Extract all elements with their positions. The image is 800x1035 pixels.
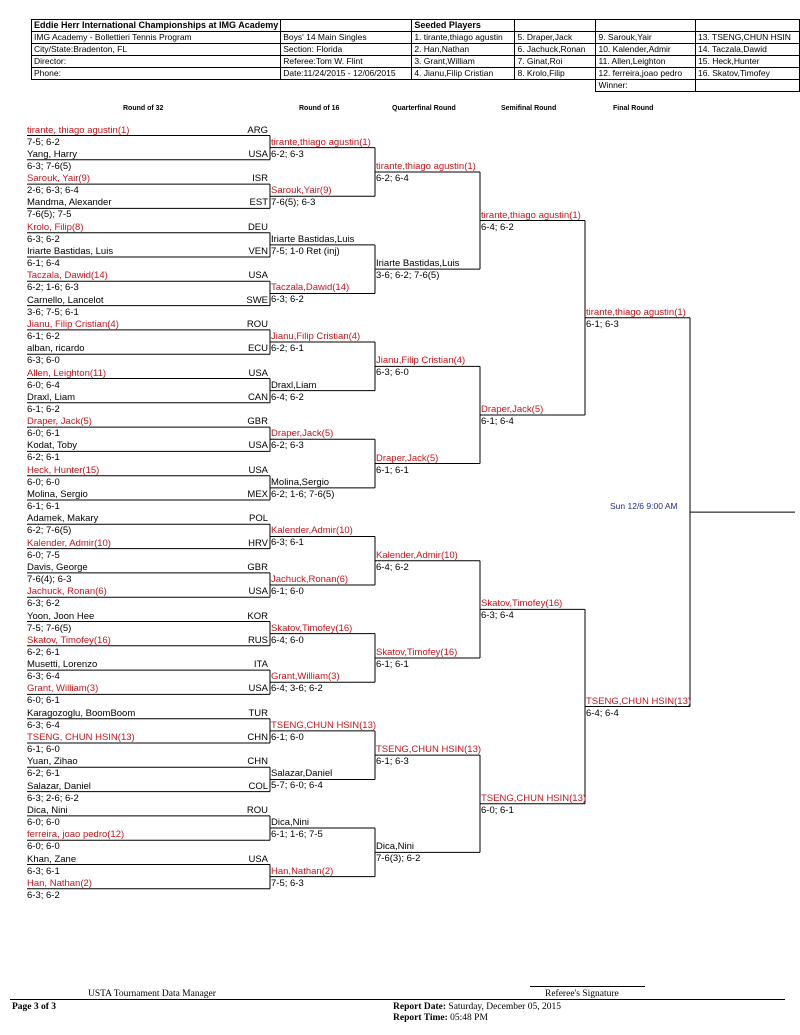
- r16-player-name: Skatov,Timofey(16): [271, 622, 353, 634]
- header-cell: 6. Jachuck,Ronan: [515, 44, 596, 56]
- header-cell: Eddie Herr International Championships at IMG Academy: [32, 20, 281, 32]
- r32-player-score: 6-3; 6-1: [27, 865, 60, 877]
- sf-player-name: TSENG,CHUN HSIN(13): [481, 792, 587, 804]
- r16-player-name: Han,Nathan(2): [271, 865, 334, 877]
- r32-player-name: Iriarte Bastidas, Luis: [27, 246, 114, 257]
- header-cell: 5. Draper,Jack: [515, 32, 596, 44]
- final-schedule-time: Sun 12/6 9:00 AM: [610, 501, 678, 511]
- r32-player-country: CHN: [247, 732, 268, 743]
- r16-player-name: tirante,thiago agustin(1): [271, 136, 371, 148]
- r32-player-score: 6-3; 7-6(5): [27, 160, 72, 172]
- r32-player-score: 6-2; 1-6; 6-3: [27, 282, 79, 294]
- r32-player-country: COL: [248, 780, 268, 792]
- r32-player-country: USA: [248, 148, 268, 160]
- qf-player-name: tirante,thiago agustin(1): [376, 160, 476, 172]
- r32-player-score: 6-3; 2-6; 6-2: [27, 792, 79, 804]
- r32-player-country: ISR: [252, 173, 268, 185]
- r16-player-score: 6-2; 6-3: [271, 148, 304, 160]
- header-cell: Winner:: [596, 80, 696, 92]
- qf-player-name: Draper,Jack(5): [376, 452, 439, 464]
- r32-player-score: 6-3; 6-4: [27, 671, 60, 683]
- r32-player-score: 6-3; 6-2: [27, 598, 60, 610]
- r32-player-name: Taczala, Dawid(14): [27, 270, 108, 282]
- r32-player-name: Yoon, Joon Hee: [27, 610, 95, 622]
- r16-player-score: 6-1; 6-0: [271, 731, 304, 743]
- r16-player-score: 6-1; 6-0: [271, 586, 304, 598]
- footer-signature-label: Referee's Signature: [545, 989, 619, 999]
- r16-player-score: 6-4; 6-0: [271, 634, 304, 646]
- r32-player-score: 6-0; 6-0: [27, 476, 60, 488]
- final-player-name: TSENG,CHUN HSIN(13): [586, 695, 692, 707]
- r32-player-name: Yuan, Zihao: [27, 756, 78, 768]
- r32-player-country: TUR: [248, 707, 268, 719]
- r32-player-score: 7-6(5); 7-5: [27, 209, 72, 221]
- r32-player-score: 6-3; 6-2: [27, 889, 60, 901]
- r16-player-score: 6-2; 6-3: [271, 440, 304, 452]
- r32-player-score: 6-2; 6-1: [27, 768, 60, 780]
- header-cell: 9. Sarouk,Yair: [596, 32, 696, 44]
- r16-player-name: Molina,Sergio: [271, 476, 330, 488]
- r16-player-name: Grant,William(3): [271, 671, 340, 683]
- r32-player-score: 6-1; 6-1: [27, 501, 60, 512]
- r32-player-country: MEX: [247, 489, 268, 500]
- r32-player-name: Grant, William(3): [27, 683, 99, 695]
- round-header-r32: Round of 32: [123, 105, 164, 112]
- r32-player-country: ROU: [246, 804, 268, 816]
- r16-player-score: 6-3; 6-2: [271, 294, 304, 306]
- r16-player-score: 7-5; 1-0 Ret (inj): [271, 245, 340, 257]
- r16-player-score: 6-4; 3-6; 6-2: [271, 683, 323, 695]
- r32-player-country: USA: [248, 367, 268, 379]
- r16-player-name: Salazar,Daniel: [271, 768, 333, 780]
- r32-player-score: 6-2; 7-6(5): [27, 525, 72, 537]
- sf-player-score: 6-4; 6-2: [481, 221, 514, 233]
- r32-player-country: SWE: [246, 294, 268, 306]
- r32-player-name: Yang, Harry: [27, 148, 77, 160]
- header-cell: Director:: [32, 56, 281, 68]
- header-cell: 3. Grant,William: [412, 56, 515, 68]
- r16-player-name: Jianu,Filip Cristian(4): [271, 331, 361, 343]
- r16-player-score: 6-3; 6-1: [271, 537, 304, 549]
- r32-player-name: alban, ricardo: [27, 343, 85, 355]
- qf-player-score: 6-1; 6-1: [376, 464, 409, 476]
- r32-player-country: USA: [248, 586, 268, 598]
- qf-player-score: 6-4; 6-2: [376, 561, 409, 573]
- r16-player-name: TSENG,CHUN HSIN(13): [271, 719, 377, 731]
- r32-player-country: HRV: [248, 537, 268, 549]
- qf-player-name: Skatov,Timofey(16): [376, 646, 458, 658]
- r32-player-name: ferreira, joao pedro(12): [27, 829, 125, 841]
- r16-player-score: 5-7; 6-0; 6-4: [271, 780, 323, 792]
- r32-player-name: Musetti, Lorenzo: [27, 659, 98, 671]
- r32-player-name: Mandma, Alexander: [27, 197, 112, 209]
- header-cell: 10. Kalender,Admir: [596, 44, 696, 56]
- footer-report-date: Report Date: Saturday, December 05, 2015: [393, 1002, 561, 1012]
- footer-rule: [10, 999, 785, 1000]
- footer-report-time: Report Time: 05:48 PM: [393, 1013, 488, 1023]
- qf-player-score: 6-3; 6-0: [376, 367, 409, 379]
- r32-player-score: 7-5; 7-6(5): [27, 622, 72, 634]
- r32-player-name: Allen, Leighton(11): [27, 367, 107, 379]
- qf-player-name: Dica,Nini: [376, 841, 415, 853]
- r32-player-name: Salazar, Daniel: [27, 780, 91, 792]
- r32-player-name: Jianu, Filip Cristian(4): [27, 318, 119, 330]
- r16-player-name: Sarouk,Yair(9): [271, 185, 332, 197]
- header-cell: 1. tirante,thiago agustin: [412, 32, 515, 44]
- r32-player-score: 6-0; 7-5: [27, 549, 60, 561]
- header-cell: Seeded Players: [412, 20, 515, 32]
- r32-player-country: ITA: [253, 659, 268, 671]
- header-cell: Referee:Tom W. Flint: [281, 56, 412, 68]
- round-header-final: Final Round: [613, 105, 654, 112]
- r32-player-country: ECU: [247, 343, 268, 355]
- header-cell: 8. Krolo,Filip: [515, 68, 596, 80]
- header-cell: Date:11/24/2015 - 12/06/2015: [281, 68, 412, 80]
- r16-player-name: Dica,Nini: [271, 817, 310, 829]
- r16-player-score: 7-6(5); 6-3: [271, 197, 316, 209]
- r32-player-name: Skatov, Timofey(16): [27, 634, 111, 646]
- r32-player-score: 6-1; 6-2: [27, 403, 60, 415]
- r32-player-country: USA: [248, 440, 268, 452]
- r32-player-name: Sarouk, Yair(9): [27, 173, 91, 185]
- r32-player-name: Karagozoglu, BoomBoom: [27, 707, 136, 719]
- r32-player-name: Kalender, Admir(10): [27, 537, 111, 549]
- r16-player-name: Taczala,Dawid(14): [271, 282, 350, 294]
- r32-player-name: Heck, Hunter(15): [27, 464, 100, 476]
- r32-player-score: 6-1; 6-2: [27, 330, 60, 342]
- r16-player-score: 6-2; 6-1: [271, 343, 304, 355]
- r16-player-score: 6-2; 1-6; 7-6(5): [271, 488, 335, 500]
- qf-player-score: 6-2; 6-4: [376, 172, 409, 184]
- r16-player-score: 6-1; 1-6; 7-5: [271, 829, 323, 841]
- qf-player-score: 3-6; 6-2; 7-6(5): [376, 270, 440, 282]
- r32-player-country: USA: [248, 683, 268, 695]
- r32-player-country: POL: [248, 513, 268, 525]
- header-cell: 4. Jianu,Filip Cristian: [412, 68, 515, 80]
- header-cell: 13. TSENG,CHUN HSIN: [696, 32, 800, 44]
- r32-player-name: Adamek, Makary: [27, 513, 99, 525]
- r32-player-score: 6-3; 6-2: [27, 233, 60, 245]
- r32-player-country: CHN: [247, 756, 268, 768]
- qf-player-name: Jianu,Filip Cristian(4): [376, 355, 466, 367]
- r32-player-name: Davis, George: [27, 561, 88, 573]
- qf-player-score: 7-6(3); 6-2: [376, 853, 421, 865]
- r32-player-country: KOR: [247, 610, 268, 622]
- r16-player-name: Iriarte Bastidas,Luis: [271, 233, 355, 245]
- r32-player-score: 6-0; 6-4: [27, 379, 60, 391]
- r32-player-country: USA: [248, 853, 268, 865]
- r32-player-score: 6-2; 6-1: [27, 646, 60, 658]
- r32-player-name: Carnello, Lancelot: [27, 294, 104, 306]
- r16-player-name: Kalender,Admir(10): [271, 525, 353, 537]
- round-header-qf: Quarterfinal Round: [392, 105, 456, 112]
- r32-player-country: GBR: [247, 416, 268, 428]
- qf-player-name: Kalender,Admir(10): [376, 549, 458, 561]
- r32-player-country: GBR: [247, 561, 268, 573]
- qf-player-name: TSENG,CHUN HSIN(13): [376, 744, 482, 756]
- r32-player-score: 6-3; 6-0: [27, 355, 60, 367]
- r32-player-score: 6-1; 6-0: [27, 744, 60, 755]
- r16-player-score: 7-5; 6-3: [271, 877, 304, 889]
- r32-player-score: 6-2; 6-1: [27, 452, 60, 464]
- sf-player-name: Draper,Jack(5): [481, 403, 544, 415]
- r32-player-name: Jachuck, Ronan(6): [27, 586, 107, 598]
- r32-player-country: RUS: [247, 634, 268, 646]
- r32-player-score: 6-0; 6-0: [27, 816, 60, 828]
- sf-player-score: 6-0; 6-1: [481, 804, 514, 816]
- r32-player-score: 6-0; 6-1: [27, 695, 60, 707]
- r32-player-name: Draper, Jack(5): [27, 416, 92, 428]
- header-cell: 14. Taczala,Dawid: [696, 44, 800, 56]
- r32-player-score: 3-6; 7-5; 6-1: [27, 306, 79, 318]
- round-header-r16: Round of 16: [299, 105, 340, 112]
- header-cell: 15. Heck,Hunter: [696, 56, 800, 68]
- sf-player-score: 6-3; 6-4: [481, 610, 514, 622]
- r32-player-score: 7-5; 6-2: [27, 136, 60, 148]
- r32-player-country: EST: [249, 197, 268, 209]
- r32-player-country: USA: [248, 464, 268, 476]
- r32-player-score: 7-6(4); 6-3: [27, 573, 72, 585]
- r16-player-name: Jachuck,Ronan(6): [271, 574, 349, 586]
- sf-player-name: tirante,thiago agustin(1): [481, 209, 581, 221]
- r32-player-score: 6-0; 6-0: [27, 841, 60, 853]
- r32-player-name: Draxl, Liam: [27, 391, 76, 403]
- round-header-sf: Semifinal Round: [501, 105, 557, 112]
- final-player-score: 6-4; 6-4: [586, 707, 619, 719]
- r32-player-name: Krolo, Filip(8): [27, 221, 84, 233]
- footer-manager: USTA Tournament Data Manager: [88, 989, 216, 999]
- header-cell: 16. Skatov,Timofey: [696, 68, 800, 80]
- r32-player-name: Dica, Nini: [27, 804, 68, 816]
- header-cell: IMG Academy - Bollettieri Tennis Program: [32, 32, 281, 44]
- sf-player-name: Skatov,Timofey(16): [481, 598, 563, 610]
- sf-player-score: 6-1; 6-4: [481, 415, 514, 427]
- r32-player-name: TSENG, CHUN HSIN(13): [27, 732, 135, 743]
- r32-player-score: 6-0; 6-1: [27, 428, 60, 440]
- header-cell: City/State:Bradenton, FL: [32, 44, 281, 56]
- final-player-name: tirante,thiago agustin(1): [586, 306, 686, 318]
- header-cell: Boys' 14 Main Singles: [281, 32, 412, 44]
- r32-player-score: 6-3; 6-4: [27, 719, 60, 731]
- r16-player-name: Draxl,Liam: [271, 379, 317, 391]
- r32-player-name: Khan, Zane: [27, 853, 77, 865]
- r32-player-country: DEU: [247, 221, 268, 233]
- r32-player-country: ARG: [247, 124, 268, 136]
- r32-player-name: Han, Nathan(2): [27, 877, 92, 889]
- header-cell: Section: Florida: [281, 44, 412, 56]
- header-cell: 2. Han,Nathan: [412, 44, 515, 56]
- header-cell: 12. ferreira,joao pedro: [596, 68, 696, 80]
- r32-player-name: Kodat, Toby: [27, 440, 78, 452]
- r32-player-country: ROU: [246, 318, 268, 330]
- r16-player-score: 6-4; 6-2: [271, 391, 304, 403]
- r32-player-name: Molina, Sergio: [27, 489, 88, 500]
- header-cell: 7. Ginat,Roi: [515, 56, 596, 68]
- r32-player-country: VEN: [248, 246, 268, 257]
- final-player-score: 6-1; 6-3: [586, 318, 619, 330]
- header-cell: 11. Allen,Leighton: [596, 56, 696, 68]
- signature-line: [530, 986, 645, 987]
- qf-player-name: Iriarte Bastidas,Luis: [376, 258, 460, 270]
- qf-player-score: 6-1; 6-1: [376, 658, 409, 670]
- r32-player-country: CAN: [247, 391, 268, 403]
- r32-player-score: 6-1; 6-4: [27, 258, 60, 269]
- footer-page-number: Page 3 of 3: [12, 1002, 57, 1012]
- qf-player-score: 6-1; 6-3: [376, 756, 409, 768]
- r32-player-country: USA: [248, 270, 268, 282]
- r16-player-name: Draper,Jack(5): [271, 428, 334, 440]
- r32-player-score: 2-6; 6-3; 6-4: [27, 185, 79, 197]
- r32-player-name: tirante, thiago agustin(1): [27, 124, 130, 136]
- header-cell: Phone:: [32, 68, 281, 80]
